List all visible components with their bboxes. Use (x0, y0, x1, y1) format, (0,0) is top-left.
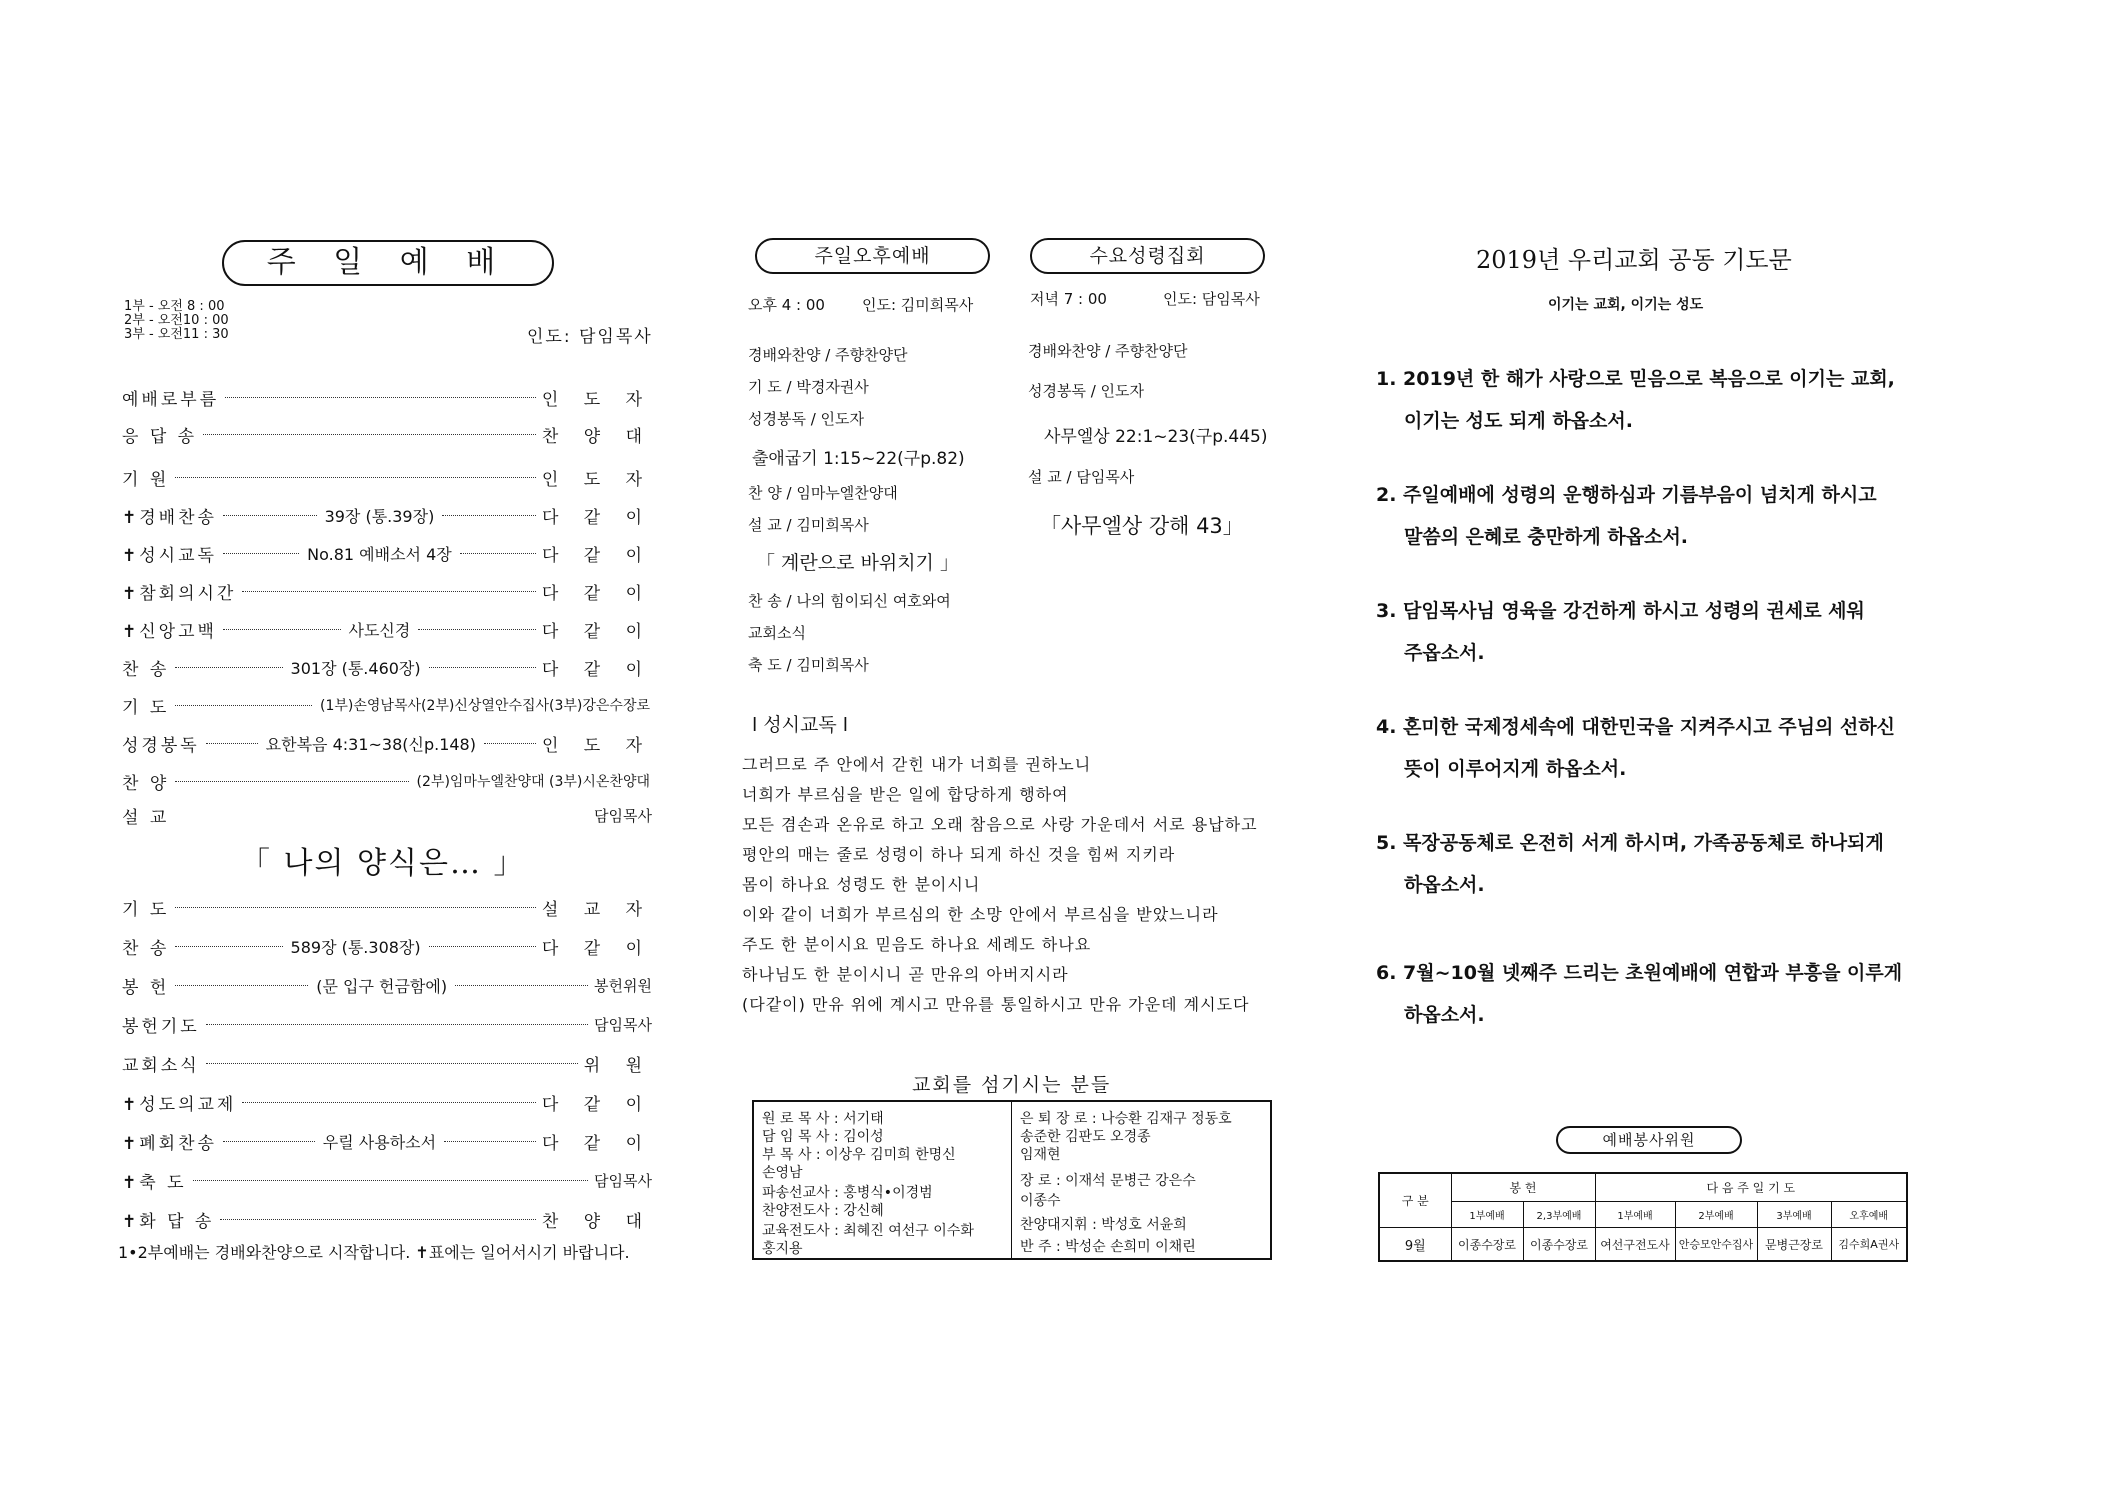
servant-row: 은 퇴 장 로 : 나승환 김재구 정동호 (1020, 1111, 1232, 1127)
prayer-title: 2019년 우리교회 공동 기도문 (1476, 246, 1792, 274)
order-label: ✝성도의교제 (122, 1094, 237, 1115)
order-row (122, 1009, 652, 1039)
reading-line: 하나님도 한 분이시니 곧 만유의 아버지시라 (742, 965, 1069, 984)
prayer-line: 6. 7월~10월 넷째주 드리는 초원예배에 연합과 부흥을 이루게 (1376, 962, 1903, 984)
sermon-title: 「 나의 양식은… 」 (240, 846, 526, 881)
name-cell: 이종수장로 (1451, 1228, 1523, 1261)
afternoon-item: 성경봉독 / 인도자 (748, 410, 865, 428)
order-row (122, 382, 652, 412)
order-row (122, 500, 652, 530)
order-leader: 찬 양 대 (541, 1211, 652, 1232)
order-leader: 인 도 자 (541, 735, 653, 756)
servant-row: 부 목 사 : 이상우 김미희 한명신 (762, 1147, 956, 1163)
order-leader: 다 같 이 (541, 938, 652, 959)
order-leader: 다 같 이 (541, 1094, 652, 1115)
order-row (122, 1087, 652, 1117)
reading-line: 이와 같이 너희가 부르심의 한 소망 안에서 부르심을 받았느니라 (742, 905, 1219, 924)
order-label: 응 답 송 (122, 426, 198, 447)
prayer-line: 뜻이 이루어지게 하옵소서. (1404, 758, 1627, 780)
order-label: 예배로부름 (122, 389, 220, 410)
prayer-line: 2. 주일예배에 성령의 운행하심과 기름부음이 넘치게 하시고 (1376, 484, 1877, 506)
prayer-line: 3. 담임목사님 영육을 강건하게 하시고 성령의 권세로 세워 (1376, 600, 1865, 622)
wednesday-item: 성경봉독 / 인도자 (1028, 382, 1145, 400)
afternoon-scripture: 출애굽기 1:15~22(구p.82) (752, 449, 965, 469)
servants-title: 교회를 섬기시는 분들 (912, 1074, 1112, 1096)
prayer-item (1376, 590, 1916, 674)
servant-row: 찬양대지휘 : 박성호 서윤희 (1020, 1217, 1187, 1233)
order-label: 찬 양 (122, 773, 170, 794)
order-detail: (1부)손영남목사(2부)신상열안수집사(3부)강은수장로 (320, 698, 650, 714)
afternoon-sermon-title: 「 계란으로 바위치기 」 (756, 552, 959, 574)
prayer-line: 하옵소서. (1404, 874, 1485, 896)
reading-line: 몸이 하나요 성령도 한 분이시니 (742, 875, 981, 894)
afternoon-item: 설 교 / 김미희목사 (748, 516, 869, 534)
order-row (122, 614, 652, 644)
sunday-title: 주 일 예 배 (222, 240, 554, 286)
servant-row: 임재현 (1020, 1147, 1061, 1163)
service-committee-table (1378, 1172, 1908, 1262)
order-leader: 담임목사 (594, 806, 652, 825)
wednesday-title: 수요성령집회 (1030, 238, 1265, 274)
reading-line: 평안의 매는 줄로 성령이 하나 되게 하신 것을 힘써 지키라 (742, 845, 1176, 864)
reading-line: 그러므로 주 안에서 갇힌 내가 너희를 권하노니 (742, 755, 1092, 774)
order-leader: 다 같 이 (541, 1133, 653, 1154)
prayer-line: 이기는 성도 되게 하옵소서. (1404, 410, 1633, 432)
order-label: ✝화 답 송 (122, 1211, 215, 1232)
sub-header: 1부예배 (1595, 1202, 1675, 1228)
order-label: ✝참회의시간 (122, 583, 237, 604)
wednesday-scripture: 사무엘상 22:1~23(구p.445) (1044, 427, 1268, 447)
wednesday-time: 저녁 7 : 00 (1030, 290, 1107, 308)
month-cell: 9월 (1379, 1228, 1451, 1261)
order-row (122, 970, 652, 1000)
servant-row: 손영남 (762, 1165, 803, 1181)
order-row (122, 931, 652, 961)
order-row (122, 800, 652, 830)
sub-header: 오후예배 (1831, 1202, 1907, 1228)
reading-title: l 성시교독 l (752, 714, 849, 736)
servant-row: 이종수 (1020, 1193, 1061, 1209)
servant-row: 송준한 김판도 오경종 (1020, 1129, 1151, 1145)
servant-row: 반 주 : 박성순 손희미 이채린 (1020, 1239, 1196, 1255)
prayer-item (1376, 952, 1916, 1036)
name-cell: 김수희A권사 (1831, 1228, 1907, 1261)
afternoon-title: 주일오후예배 (755, 238, 990, 274)
order-row (122, 538, 652, 568)
header-category: 구 분 (1379, 1173, 1451, 1228)
name-cell: 문병근장로 (1757, 1228, 1831, 1261)
order-detail: 요한복음 4:31~38(신p.148) (265, 734, 476, 754)
servant-row: 파송선교사 : 홍병식•이경범 (762, 1185, 933, 1201)
wednesday-item: 경배와찬양 / 주향찬양단 (1028, 342, 1188, 360)
reading-line: (다같이) 만유 위에 계시고 만유를 통일하시고 만유 가운데 계시도다 (742, 995, 1250, 1014)
wednesday-sermon-title: 「사무엘상 강해 43」 (1040, 514, 1244, 538)
service-time: 3부 - 오전11 : 30 (124, 327, 229, 342)
sunday-note: 1•2부예배는 경배와찬양으로 시작합니다. ✝표에는 일어서시기 바랍니다. (118, 1243, 630, 1262)
order-row (122, 728, 652, 758)
order-detail: 301장 (통.460장) (290, 658, 421, 678)
order-row (122, 462, 652, 492)
order-detail: 우릴 사용하소서 (322, 1132, 437, 1152)
servant-row: 원 로 목 사 : 서기태 (762, 1111, 884, 1127)
name-cell: 여선구전도사 (1595, 1228, 1675, 1261)
order-label: 기 도 (122, 697, 170, 718)
afternoon-item: 교회소식 (748, 624, 806, 642)
order-leader: 봉헌위원 (594, 976, 653, 995)
header-offering: 봉 헌 (1451, 1173, 1595, 1202)
name-cell: 이종수장로 (1523, 1228, 1595, 1261)
prayer-line: 5. 목장공동체로 온전히 서게 하시며, 가족공동체로 하나되게 (1376, 832, 1884, 854)
prayer-item (1376, 706, 1916, 790)
reading-line: 모든 겸손과 온유로 하고 오래 참음으로 사랑 가운데서 서로 용납하고 (742, 815, 1258, 834)
order-leader: 인 도 자 (541, 469, 652, 490)
order-label: ✝신앙고백 (122, 621, 217, 642)
order-label: 기 원 (122, 469, 170, 490)
order-label: ✝경배찬송 (122, 507, 217, 528)
sub-header: 1부예배 (1451, 1202, 1523, 1228)
order-leader: 다 같 이 (541, 507, 653, 528)
afternoon-item: 기 도 / 박경자권사 (748, 378, 869, 396)
order-leader: 다 같 이 (541, 621, 652, 642)
order-detail: 사도신경 (348, 620, 411, 640)
order-leader: 다 같 이 (541, 659, 652, 680)
afternoon-time: 오후 4 : 00 (748, 296, 825, 314)
servant-row: 찬양전도사 : 강신혜 (762, 1203, 884, 1219)
order-label: 봉헌기도 (122, 1016, 200, 1037)
name-cell: 안승모안수집사 (1675, 1228, 1757, 1261)
order-row (122, 652, 652, 682)
afternoon-item: 축 도 / 김미희목사 (748, 656, 869, 674)
header-next-prayer: 다 음 주 일 기 도 (1595, 1173, 1907, 1202)
order-detail: 39장 (통.39장) (324, 506, 435, 526)
order-detail: (문 입구 헌금함에) (316, 976, 448, 996)
order-row (122, 576, 652, 606)
prayer-line: 하옵소서. (1404, 1004, 1485, 1026)
order-label: ✝성시교독 (122, 545, 217, 566)
service-time: 2부 - 오전10 : 00 (124, 313, 229, 328)
sunday-leader: 인도: 담임목사 (527, 327, 653, 347)
afternoon-item: 찬 송 / 나의 힘이되신 여호와여 (748, 592, 951, 610)
order-row (122, 1204, 652, 1234)
order-label: 교회소식 (122, 1055, 200, 1076)
order-label: 찬 송 (122, 938, 170, 959)
prayer-item (1376, 474, 1916, 558)
order-leader: 찬 양 대 (541, 426, 652, 447)
order-leader: 담임목사 (594, 1015, 652, 1034)
order-row (122, 1126, 652, 1156)
order-leader: 다 같 이 (541, 545, 653, 566)
prayer-line: 말씀의 은혜로 충만하게 하옵소서. (1404, 526, 1689, 548)
order-row (122, 1048, 652, 1078)
servant-row: 교육전도사 : 최혜진 여선구 이수화 (762, 1223, 974, 1239)
order-label: 봉 헌 (122, 977, 170, 998)
order-label: ✝축 도 (122, 1172, 187, 1193)
prayer-line: 주옵소서. (1404, 642, 1485, 664)
afternoon-item: 찬 양 / 임마누엘찬양대 (748, 484, 898, 502)
order-row (122, 419, 652, 449)
service-times (124, 300, 229, 342)
prayer-item (1376, 822, 1916, 906)
wednesday-item: 설 교 / 담임목사 (1028, 468, 1135, 486)
order-leader: 위 원 (583, 1055, 652, 1076)
order-leader: 담임목사 (594, 1171, 652, 1190)
reading-line: 주도 한 분이시요 믿음도 하나요 세례도 하나요 (742, 935, 1092, 954)
order-row (122, 690, 652, 720)
sub-header: 3부예배 (1757, 1202, 1831, 1228)
sub-header: 2부예배 (1675, 1202, 1757, 1228)
order-row (122, 766, 652, 796)
order-label: 찬 송 (122, 659, 170, 680)
order-label: 성경봉독 (122, 735, 200, 756)
prayer-subtitle: 이기는 교회, 이기는 성도 (1548, 297, 1704, 313)
order-label: ✝폐회찬송 (122, 1133, 217, 1154)
servant-row: 홍지용 (762, 1241, 803, 1257)
afternoon-item: 경배와찬양 / 주향찬양단 (748, 346, 908, 364)
wednesday-leader: 인도: 담임목사 (1163, 290, 1260, 308)
order-leader: 인 도 자 (541, 389, 652, 410)
order-label: 설 교 (122, 807, 170, 828)
order-detail: (2부)임마누엘찬양대 (3부)시온찬양대 (416, 774, 650, 790)
prayer-item (1376, 358, 1916, 442)
servants-table (752, 1100, 1272, 1260)
afternoon-leader: 인도: 김미희목사 (862, 296, 974, 314)
servant-row: 담 임 목 사 : 김이성 (762, 1129, 884, 1145)
prayer-line: 4. 혼미한 국제정세속에 대한민국을 지켜주시고 주님의 선하신 (1376, 716, 1895, 738)
order-detail: 589장 (통.308장) (290, 937, 421, 957)
order-leader: 다 같 이 (541, 583, 652, 604)
service-time: 1부 - 오전 8 : 00 (124, 299, 225, 314)
order-row (122, 1165, 652, 1195)
order-label: 기 도 (122, 899, 170, 920)
reading-line: 너희가 부르심을 받은 일에 합당하게 행하여 (742, 785, 1069, 804)
order-row (122, 892, 652, 922)
service-committee-title: 예배봉사위원 (1556, 1126, 1742, 1154)
prayer-line: 1. 2019년 한 해가 사랑으로 믿음으로 복음으로 이기는 교회, (1376, 368, 1895, 390)
order-leader: 설 교 자 (541, 899, 652, 920)
sub-header: 2,3부예배 (1523, 1202, 1595, 1228)
servant-row: 장 로 : 이재석 문병근 강은수 (1020, 1173, 1196, 1189)
order-detail: No.81 예배소서 4장 (307, 544, 452, 564)
